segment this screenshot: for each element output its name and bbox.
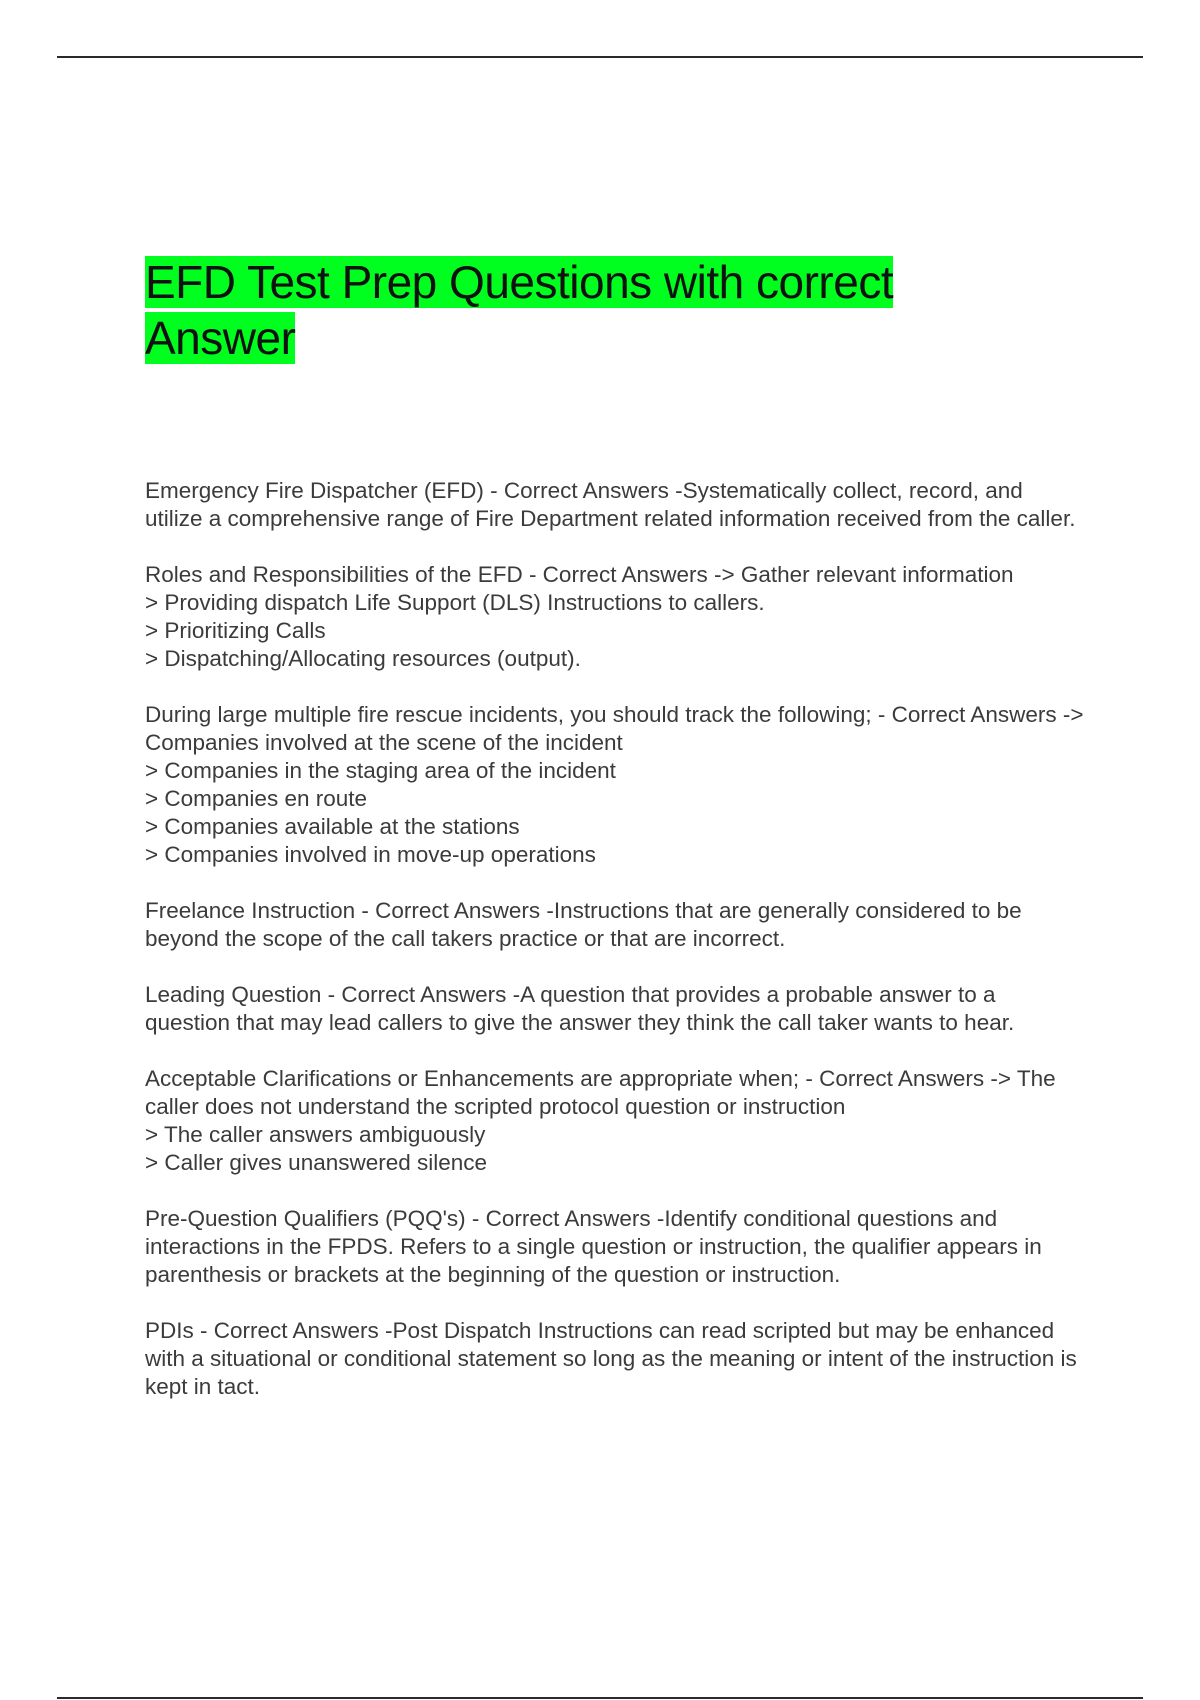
document-title	[145, 254, 1045, 366]
qa-item-freelance-instruction: Freelance Instruction - Correct Answers -Instructions that are generally considered to be beyond the scope of the call takers practice or that are incorrect.	[145, 898, 1022, 951]
qa-item-acceptable-clarifications: Acceptable Clarifications or Enhancements are appropriate when; - Correct Answers -> The caller does not understand the scripted protocol question or instruction > The caller answers ambiguously > Caller gives unanswered silence	[145, 1066, 1056, 1175]
qa-item-large-incidents-tracking: During large multiple fire rescue incidents, you should track the following; - Correct Answers -> Companies involved at the scene of the incident > Companies in the staging area of the incident > Companies en route > Companies available at the stations > Companies involved in move-up operations	[145, 702, 1084, 867]
footer-rule	[57, 1697, 1143, 1699]
qa-item-leading-question: Leading Question - Correct Answers -A question that provides a probable answer to a question that may lead callers to give the answer they think the call taker wants to hear.	[145, 982, 1015, 1035]
qa-item-pre-question-qualifiers: Pre-Question Qualifiers (PQQ's) - Correct Answers -Identify conditional questions and interactions in the FPDS. Refers to a single question or instruction, the qualifier appears in parenthesis or brackets at the beginning of the question or instruction.	[145, 1206, 1042, 1287]
qa-list	[145, 477, 1085, 1429]
header-rule	[57, 56, 1143, 58]
qa-item-efd-definition: Emergency Fire Dispatcher (EFD) - Correct Answers -Systematically collect, record, and utilize a comprehensive range of Fire Department related information received from the caller.	[145, 478, 1076, 531]
title-highlight: EFD Test Prep Questions with correct Answer	[145, 256, 894, 364]
qa-item-pdis: PDIs - Correct Answers -Post Dispatch Instructions can read scripted but may be enhanced with a situational or conditional statement so long as the meaning or intent of the instruction is kept in tact.	[145, 1318, 1077, 1399]
qa-item-roles-responsibilities: Roles and Responsibilities of the EFD - Correct Answers -> Gather relevant information > Providing dispatch Life Support (DLS) Instructions to callers. > Prioritizing Calls > Dispatching/Allocating resources (output).	[145, 562, 1014, 671]
